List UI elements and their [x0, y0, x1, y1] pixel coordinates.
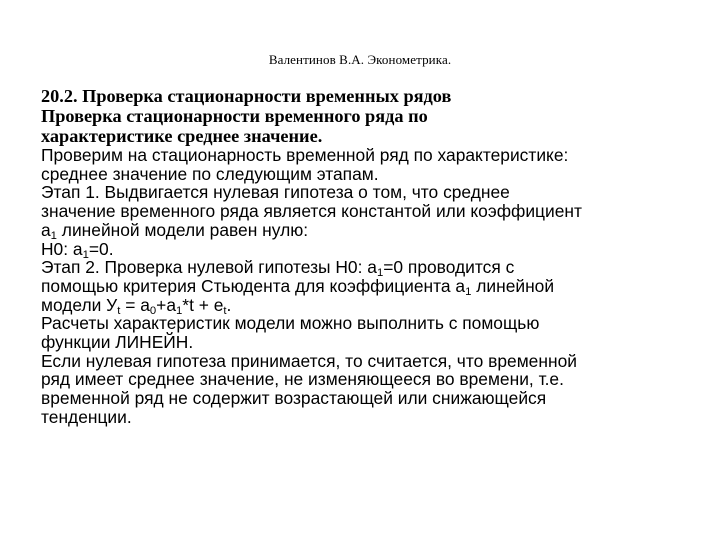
text-fragment: =0.	[88, 238, 114, 259]
slide-content	[41, 86, 691, 427]
text-fragment: H0: a	[41, 238, 83, 259]
text-fragment: модели У	[41, 294, 118, 315]
subscript: 1	[376, 267, 384, 280]
text-line: тенденции.	[41, 406, 132, 427]
subscript: 1	[50, 229, 57, 242]
subscript: 0	[149, 304, 157, 317]
text-fragment: линейной	[471, 275, 555, 296]
page-header: Валентинов В.А. Эконометрика.	[268, 52, 452, 67]
text-line	[41, 240, 691, 259]
text-fragment: *t + e	[182, 294, 224, 315]
text-fragment: помощью критерия Стьюдента для коэффициента a	[41, 275, 466, 296]
text-line: значение временного ряда является константой или коэффициент	[41, 201, 582, 222]
text-fragment: a	[41, 219, 51, 240]
text-line: ряд имеет среднее значение, не изменяющееся во времени, т.е.	[41, 369, 564, 390]
text-fragment: +a	[156, 294, 176, 315]
text-line: временной ряд не содержит возрастающей или снижающейся	[41, 388, 547, 409]
text-line	[41, 296, 691, 315]
text-line	[41, 221, 691, 240]
text-line	[41, 277, 691, 296]
body-text	[41, 146, 691, 427]
text-fragment: =0 проводится с	[383, 257, 515, 278]
text-line: Расчеты характеристик модели можно выполнить с помощью	[41, 313, 540, 334]
text-line: функции ЛИНЕЙН.	[41, 332, 194, 353]
title-line: характеристике среднее значение.	[41, 126, 323, 146]
text-line: Проверим на стационарность временной ряд по характеристике:	[41, 145, 569, 165]
subscript: 1	[82, 248, 89, 261]
title-line: Проверка стационарности временного ряда по	[41, 106, 428, 126]
subscript: 1	[176, 304, 183, 317]
subscript: t	[117, 304, 121, 317]
text-line: среднее значение по следующим этапам.	[41, 163, 379, 184]
text-fragment: Этап 2. Проверка нулевой гипотезы H0: a	[41, 257, 377, 278]
text-line: Этап 1. Выдвигается нулевая гипотеза о том, что среднее	[41, 182, 510, 203]
subscript: 1	[465, 285, 472, 298]
text-fragment: .	[226, 294, 232, 315]
section-title	[41, 86, 691, 146]
text-fragment: линейной модели равен нулю:	[56, 219, 309, 240]
text-line: Если нулевая гипотеза принимается, то считается, что временной	[41, 350, 577, 371]
subscript: t	[223, 304, 227, 317]
text-fragment: = a	[120, 294, 150, 315]
text-line	[41, 257, 691, 280]
title-line: 20.2. Проверка стационарности временных рядов	[41, 86, 452, 106]
